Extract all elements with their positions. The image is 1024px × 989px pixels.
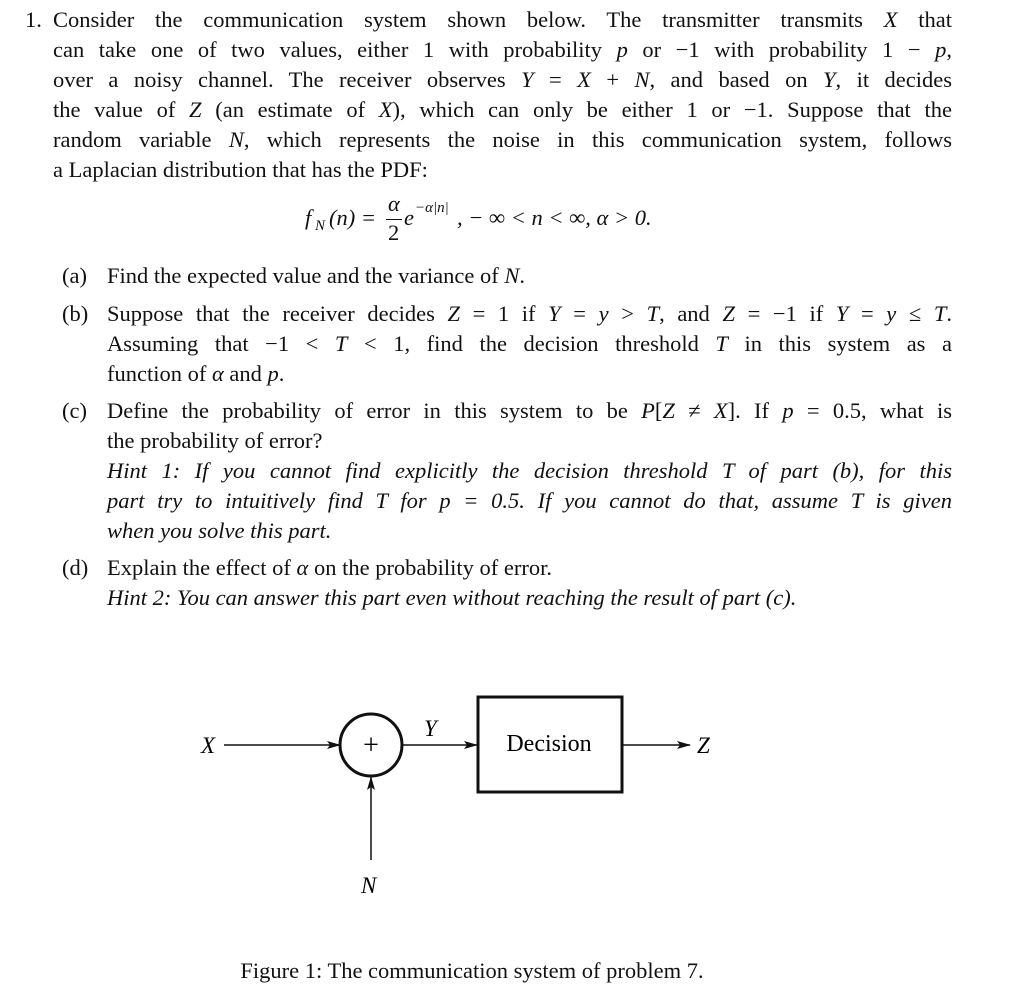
intro-line xyxy=(53,126,952,154)
math-symbol: Y xyxy=(823,67,836,92)
text-run: (c) xyxy=(62,398,87,423)
math-symbol: N xyxy=(504,263,520,288)
text-run: can take one of two values, either 1 with probability xyxy=(53,37,617,62)
part-label xyxy=(62,300,88,328)
math-symbol: p xyxy=(267,361,279,386)
math-symbol: α xyxy=(296,555,309,580)
formula-exponent: −α|n| xyxy=(415,200,449,216)
math-symbol: T xyxy=(334,331,348,356)
formula-numerator: α xyxy=(388,191,400,216)
text-run: , and xyxy=(659,301,723,326)
text-run: + xyxy=(590,67,635,92)
text-run: = −1 if xyxy=(734,301,836,326)
formula-lhs-sub: N xyxy=(315,218,326,234)
math-symbol: Y xyxy=(835,301,849,326)
intro-line xyxy=(53,36,952,64)
math-symbol: N xyxy=(228,127,244,152)
text-run: , and based on xyxy=(649,67,824,92)
text-run: = xyxy=(560,301,599,326)
text-run: ]. If xyxy=(727,398,783,423)
decision-label: Decision xyxy=(506,731,592,757)
math-symbol: Y xyxy=(548,301,561,326)
formula-exp-base: e xyxy=(404,205,414,230)
text-run: ≤ xyxy=(896,301,934,326)
output-label-z: Z xyxy=(697,733,710,758)
part-line xyxy=(107,427,323,455)
math-symbol: y xyxy=(598,301,609,326)
intro-line xyxy=(53,6,952,34)
text-run: ), which can only be either 1 or −1. Suppose that the xyxy=(392,97,952,122)
formula-condition: , − ∞ < n < ∞, α > 0. xyxy=(457,205,652,230)
text-run: and xyxy=(223,361,268,386)
hint-line: Hint 2: You can answer this part even without reaching the result of part (c). xyxy=(107,585,797,610)
intro-line xyxy=(53,96,952,124)
math-symbol: X xyxy=(883,7,898,32)
math-symbol: T xyxy=(933,301,947,326)
text-run: on the probability of error. xyxy=(308,555,553,580)
text-run: or −1 with probability 1 − xyxy=(627,37,936,62)
text-run: = 0.5, what is xyxy=(793,398,952,423)
part-line xyxy=(107,360,284,388)
math-symbol: p xyxy=(935,37,947,62)
math-symbol: Z xyxy=(189,97,202,122)
formula-lhs-arg: (n) = xyxy=(329,205,377,230)
part-line xyxy=(107,300,952,328)
hint-line: Hint 1: If you cannot find explicitly the decision threshold T of part (b), for this xyxy=(107,458,952,483)
hint-line: part try to intuitively find T for p = 0.5. If you cannot do that, assume T is given xyxy=(107,488,952,513)
text-run: in this system as a xyxy=(727,331,952,356)
text-run: Explain the effect of xyxy=(107,555,297,580)
math-symbol: Z xyxy=(447,301,460,326)
math-symbol: X xyxy=(577,67,591,92)
text-run: random variable xyxy=(53,127,229,152)
text-run: (an estimate of xyxy=(201,97,379,122)
part-line xyxy=(107,262,525,290)
intro-line xyxy=(53,156,428,184)
noise-label-n: N xyxy=(361,873,377,898)
text-run: Find the expected value and the variance of xyxy=(107,263,505,288)
decision-block xyxy=(478,697,622,792)
formula-lhs: f xyxy=(305,205,312,230)
text-run: the probability of error? xyxy=(107,428,323,453)
math-symbol: p xyxy=(616,37,628,62)
text-run: Define the probability of error in this system to be xyxy=(107,398,642,423)
text-run: , it decides xyxy=(835,67,953,92)
sum-label-y: Y xyxy=(424,716,437,741)
text-run: that xyxy=(897,7,952,32)
hint-line: when you solve this part. xyxy=(107,518,332,543)
math-symbol: Y xyxy=(521,67,534,92)
text-run: (d) xyxy=(62,555,89,580)
math-symbol: X xyxy=(713,398,728,423)
text-run: = xyxy=(848,301,887,326)
text-run: a Laplacian distribution that has the PDF: xyxy=(53,157,428,182)
text-run: (b) xyxy=(62,301,89,326)
input-label-x: X xyxy=(201,733,216,758)
text-run: , which represents the noise in this communication system, follows xyxy=(243,127,953,152)
problem-number: 1. xyxy=(25,7,42,32)
math-symbol: N xyxy=(634,67,650,92)
intro-line xyxy=(53,66,952,94)
adder-circle xyxy=(340,714,402,776)
text-run: < 1, find the decision threshold xyxy=(347,331,716,356)
text-run: function of xyxy=(107,361,212,386)
text-run: . xyxy=(946,301,952,326)
figure-caption: Figure 1: The communication system of problem 7. xyxy=(240,958,704,983)
text-run: the value of xyxy=(53,97,190,122)
part-line xyxy=(107,554,552,582)
part-line xyxy=(107,330,952,358)
part-line xyxy=(107,397,952,425)
text-run: . xyxy=(278,361,285,386)
part-label xyxy=(62,397,87,425)
part-label xyxy=(62,262,87,290)
text-run: = xyxy=(533,67,578,92)
math-symbol: P xyxy=(641,398,655,423)
math-symbol: α xyxy=(211,361,224,386)
text-run: > xyxy=(608,301,647,326)
part-label xyxy=(62,554,88,582)
text-run: = 1 if xyxy=(460,301,549,326)
text-run: . xyxy=(519,263,525,288)
math-symbol: y xyxy=(886,301,897,326)
text-run: (a) xyxy=(62,263,87,288)
text-run: [ xyxy=(654,398,663,423)
text-run: Consider the communication system shown below. The transmitter transmits xyxy=(53,7,884,32)
text-run: , xyxy=(946,37,952,62)
math-symbol: Z xyxy=(722,301,735,326)
text-run: over a noisy channel. The receiver observes xyxy=(53,67,522,92)
formula-denominator: 2 xyxy=(388,220,400,245)
text-run: ≠ xyxy=(674,398,714,423)
text-run: Assuming that −1 < xyxy=(107,331,335,356)
math-symbol: T xyxy=(646,301,660,326)
text-run: Suppose that the receiver decides xyxy=(107,301,448,326)
math-symbol: Z xyxy=(662,398,675,423)
math-symbol: p xyxy=(782,398,794,423)
math-symbol: T xyxy=(715,331,728,356)
math-symbol: X xyxy=(378,97,393,122)
adder-symbol: + xyxy=(363,730,379,761)
